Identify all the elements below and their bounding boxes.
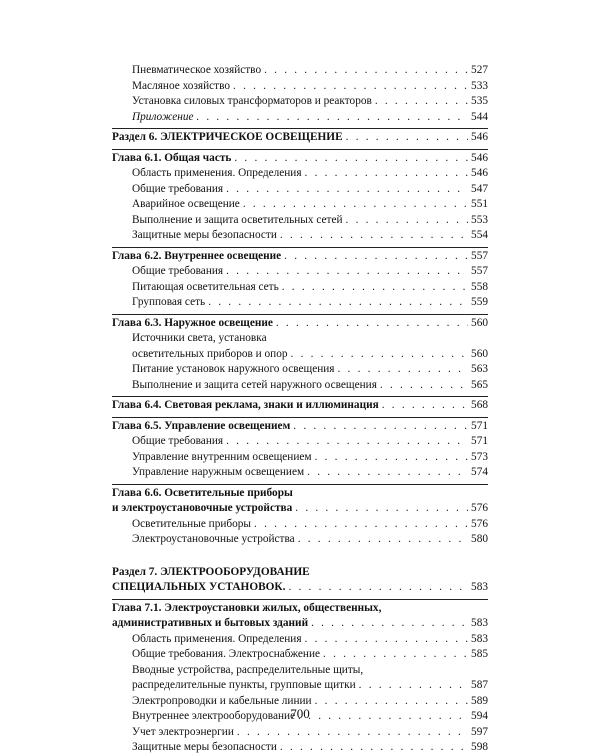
toc-entry: распределительные пункты, групповые щитки . . . 587	[112, 678, 488, 694]
toc-entry-wrap: Вводные устройства, распределительные щиты,	[132, 663, 364, 676]
toc-entry: осветительных приборов и опор . . . 560	[112, 347, 488, 363]
toc-entry: Внутреннее электрооборудование . . . 594	[112, 709, 488, 725]
toc-entry: Область применения. Определения . . . 546	[112, 166, 488, 182]
toc-entry: Масляное хозяйство . . . 533	[112, 79, 488, 95]
toc-chapter-6-5: Глава 6.5. Управление освещением . . . 571	[112, 419, 488, 435]
divider	[112, 247, 488, 248]
toc-entry: Управление наружным освещением . . . 574	[112, 465, 488, 481]
toc-chapter-7-1: административных и бытовых зданий . . . 583	[112, 616, 488, 632]
toc-entry: Область применения. Определения . . . 583	[112, 632, 488, 648]
toc-entry: Осветительные приборы . . . 576	[112, 517, 488, 533]
toc-entry-appendix: Приложение . . . 544	[112, 110, 488, 126]
toc-chapter-6-3: Глава 6.3. Наружное освещение . . . 560	[112, 316, 488, 332]
toc-entry: Управление внутренним освещением . . . 573	[112, 450, 488, 466]
toc-entry: Общие требования . . . 571	[112, 434, 488, 450]
toc-entry: Выполнение и защита осветительных сетей . . . 553	[112, 213, 488, 229]
divider	[112, 484, 488, 485]
toc-entry: Установка силовых трансформаторов и реакторов . . . 535	[112, 94, 488, 110]
toc-chapter-6-4: Глава 6.4. Световая реклама, знаки и иллюминация . . . 568	[112, 398, 488, 414]
toc-entry: Электроустановочные устройства . . . 580	[112, 532, 488, 548]
toc-entry: Питающая осветительная сеть . . . 558	[112, 280, 488, 296]
divider	[112, 128, 488, 129]
page-number: 700	[290, 706, 310, 721]
toc-section-6: Раздел 6. ЭЛЕКТРИЧЕСКОЕ ОСВЕЩЕНИЕ . . . 546	[112, 130, 488, 146]
toc-entry: Аварийное освещение . . . 551	[112, 197, 488, 213]
toc-chapter-7-1-line1: Глава 7.1. Электроустановки жилых, общественных,	[112, 601, 382, 614]
toc-entry: Общие требования . . . 557	[112, 264, 488, 280]
toc-entry: Защитные меры безопасности . . . 598	[112, 740, 488, 756]
divider	[112, 314, 488, 315]
divider	[112, 599, 488, 600]
toc-chapter-6-6-line1: Глава 6.6. Осветительные приборы	[112, 486, 293, 499]
toc-chapter-6-1: Глава 6.1. Общая часть . . . 546	[112, 151, 488, 167]
toc-chapter-6-2: Глава 6.2. Внутреннее освещение . . . 557	[112, 249, 488, 265]
toc-entry: Общие требования . . . 547	[112, 182, 488, 198]
toc-entry: Групповая сеть . . . 559	[112, 295, 488, 311]
toc-entry: Питание установок наружного освещения . . . 563	[112, 362, 488, 378]
toc-entry: Учет электроэнергии . . . 597	[112, 725, 488, 741]
toc-chapter-6-6: и электроустановочные устройства . . . 576	[112, 501, 488, 517]
toc-entry: Пневматическое хозяйство . . . 527	[112, 63, 488, 79]
toc-section-7-line1: Раздел 7. ЭЛЕКТРООБОРУДОВАНИЕ	[112, 565, 310, 578]
toc-section-7: СПЕЦИАЛЬНЫХ УСТАНОВОК. . . . 583	[112, 580, 488, 596]
toc-entry: Защитные меры безопасности . . . 554	[112, 228, 488, 244]
toc-entry-wrap: Источники света, установка	[132, 332, 267, 344]
toc-entry: Выполнение и защита сетей наружного освещения . . . 565	[112, 378, 488, 394]
divider	[112, 417, 488, 418]
divider	[112, 396, 488, 397]
table-of-contents	[112, 63, 488, 756]
toc-entry: Общие требования. Электроснабжение . . . 585	[112, 647, 488, 663]
toc-entry: Электропроводки и кабельные линии . . . 589	[112, 694, 488, 710]
divider	[112, 149, 488, 150]
